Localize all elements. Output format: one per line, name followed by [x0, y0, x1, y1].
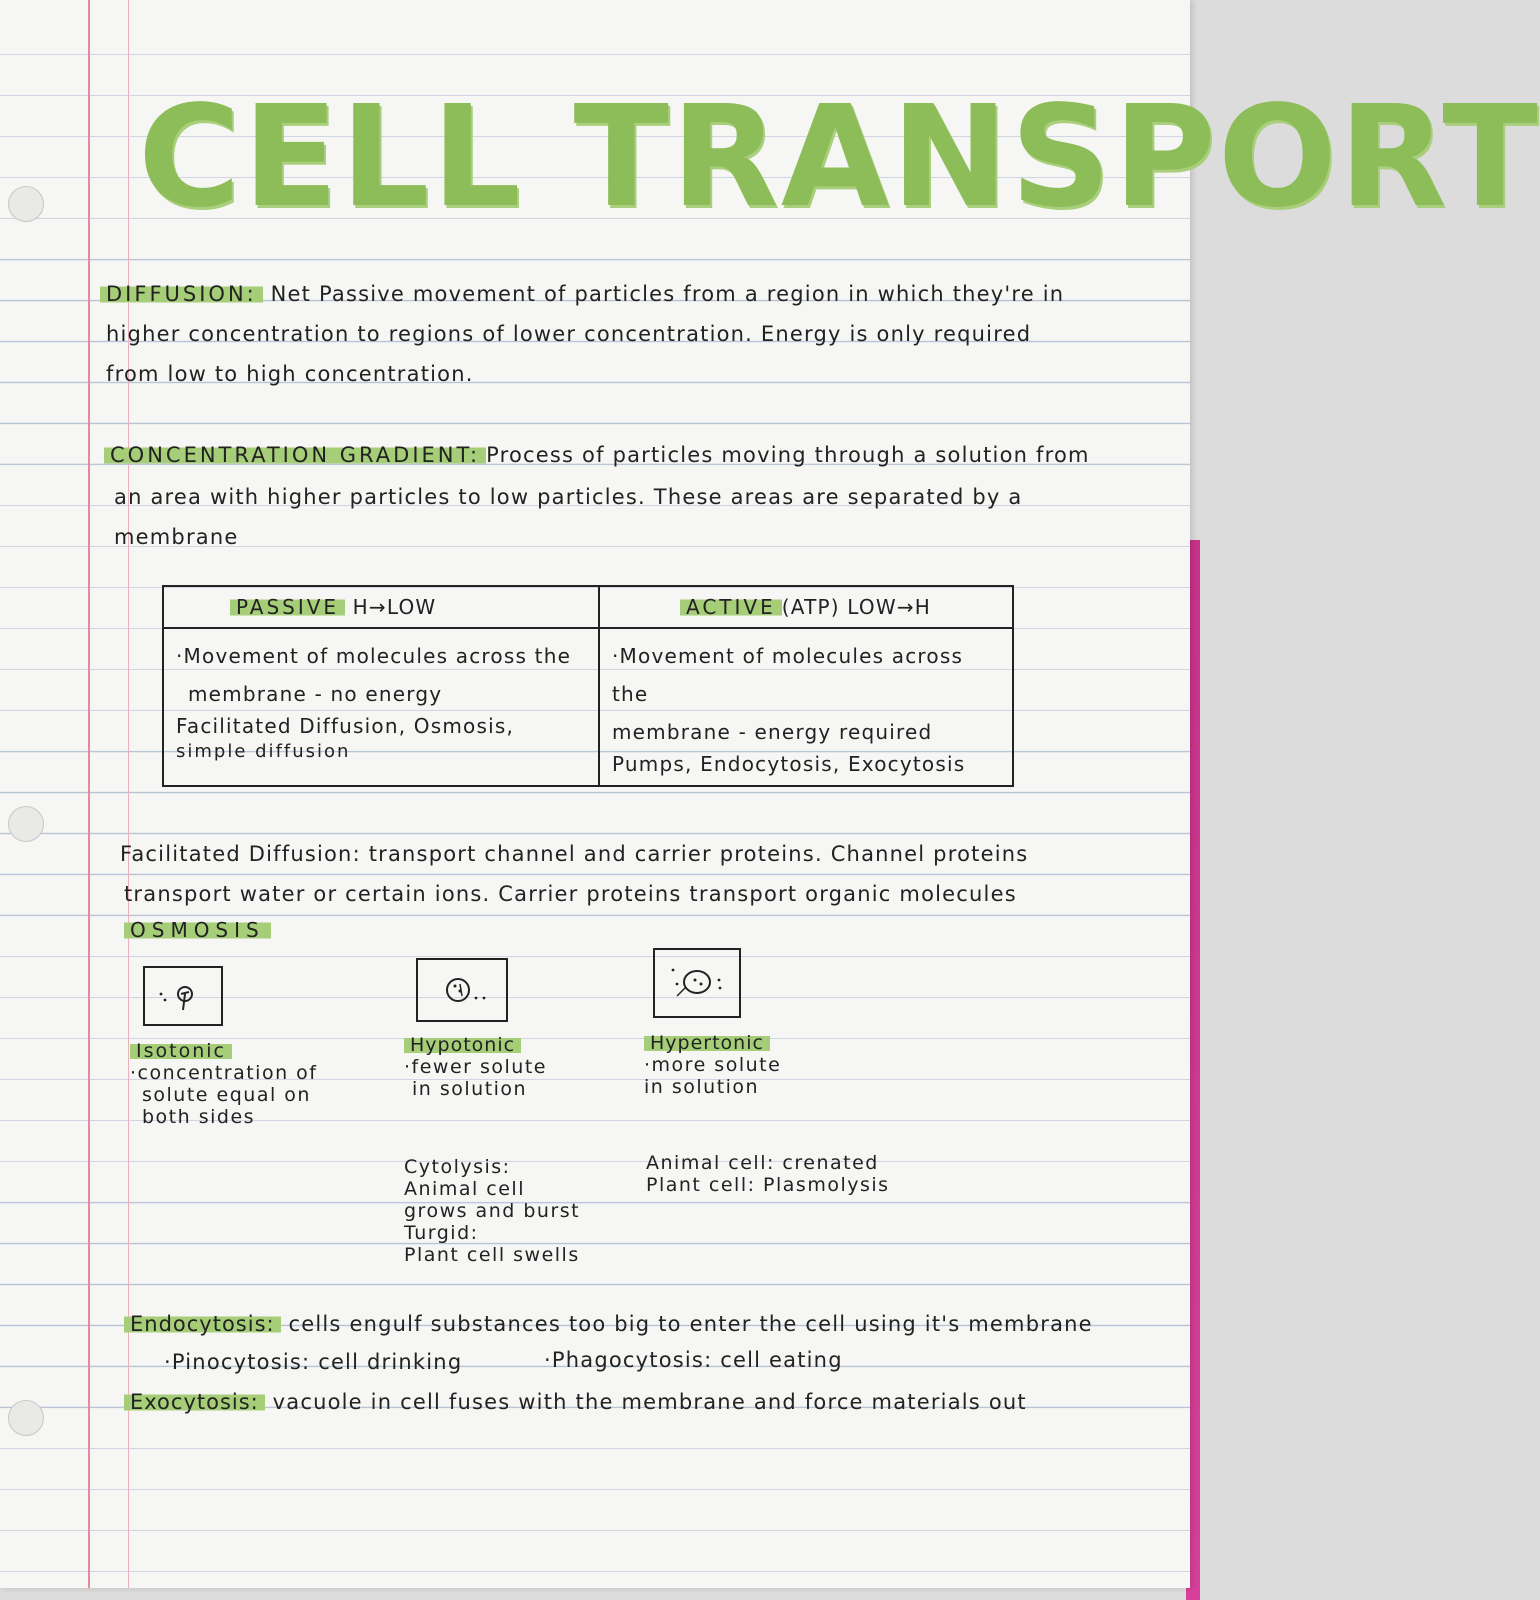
phagocytosis-note: ·Phagocytosis: cell eating [544, 1348, 843, 1372]
passive-heading: PASSIVE [230, 595, 345, 619]
margin-line-secondary [128, 0, 129, 1588]
isotonic-cell-icon [145, 968, 221, 1024]
margin-line [88, 0, 90, 1588]
exocytosis-text: vacuole in cell fuses with the membrane and force materials out [272, 1390, 1027, 1414]
diffusion-line-2: higher concentration to regions of lower concentration. Energy is only required [106, 322, 1032, 346]
binder-hole [8, 806, 44, 842]
hypotonic-line: in solution [412, 1078, 528, 1100]
gradient-line-1 [104, 435, 1090, 475]
page-title: CELL TRANSPORT [138, 76, 1540, 239]
hypotonic-note: Cytolysis: [404, 1156, 511, 1178]
hypertonic-cell-diagram [653, 948, 741, 1018]
facilitated-line-1: Facilitated Diffusion: transport channel and carrier proteins. Channel proteins [120, 842, 1029, 866]
pinocytosis-note: ·Pinocytosis: cell drinking [164, 1350, 463, 1374]
osmosis-heading-line [124, 918, 271, 942]
hypertonic-label: Hypertonic [644, 1032, 770, 1054]
binder-hole [8, 1400, 44, 1436]
diffusion-line-1 [100, 274, 1064, 314]
gradient-term: CONCENTRATION GRADIENT: [104, 443, 486, 467]
hypotonic-cell-icon [418, 960, 506, 1020]
isotonic-line: solute equal on [142, 1084, 311, 1106]
facilitated-line-2: transport water or certain ions. Carrier proteins transport organic molecules [124, 882, 1017, 906]
active-direction: (ATP) LOW→H [781, 595, 932, 619]
exocytosis-line [124, 1382, 1027, 1422]
gradient-line-2: an area with higher particles to low particles. These areas are separated by a [114, 485, 1023, 509]
isotonic-cell-diagram [143, 966, 223, 1026]
binder-hole [8, 186, 44, 222]
hypotonic-label: Hypotonic [404, 1034, 521, 1056]
table-header-row [163, 586, 1013, 628]
hypertonic-line: in solution [644, 1076, 760, 1098]
endocytosis-line [124, 1304, 1093, 1344]
passive-direction: H→LOW [352, 595, 437, 619]
hypotonic-note: Plant cell swells [404, 1244, 580, 1266]
endocytosis-text: cells engulf substances too big to enter the cell using it's membrane [288, 1312, 1093, 1336]
passive-cell [163, 628, 599, 786]
hypotonic-cell-diagram [416, 958, 508, 1022]
gradient-line-3: membrane [114, 525, 239, 549]
table-row [163, 628, 1013, 786]
hypotonic-notes [404, 1156, 580, 1266]
active-header [599, 586, 1013, 628]
hypertonic-note: Animal cell: crenated [646, 1152, 879, 1174]
isotonic-block [130, 1040, 317, 1128]
hypotonic-block [404, 1034, 547, 1100]
hypertonic-cell-icon [655, 950, 739, 1016]
hypertonic-note: Plant cell: Plasmolysis [646, 1174, 890, 1196]
active-cell [599, 628, 1013, 786]
diffusion-text: Net Passive movement of particles from a region in which they're in [270, 282, 1065, 306]
hypotonic-note: Animal cell [404, 1178, 525, 1200]
isotonic-line: both sides [142, 1106, 256, 1128]
hypertonic-block [644, 1032, 781, 1098]
passive-header [163, 586, 599, 628]
hypertonic-notes [646, 1152, 890, 1196]
endocytosis-term: Endocytosis: [124, 1312, 281, 1336]
diffusion-line-3: from low to high concentration. [106, 362, 474, 386]
passive-examples-1: Facilitated Diffusion, Osmosis, [176, 714, 515, 738]
diffusion-term: DIFFUSION: [100, 282, 263, 306]
hypotonic-line: ·fewer solute [404, 1056, 547, 1078]
osmosis-term: OSMOSIS [124, 918, 271, 942]
active-line-1: ·Movement of molecules across the [612, 644, 964, 706]
passive-examples-2: simple diffusion [176, 741, 351, 762]
exocytosis-term: Exocytosis: [124, 1390, 265, 1414]
active-line-2: membrane - energy required [612, 720, 933, 744]
isotonic-label: Isotonic [130, 1040, 232, 1062]
gradient-text: Process of particles moving through a solution from [486, 443, 1090, 467]
hypotonic-note: Turgid: [404, 1222, 479, 1244]
passive-line-2: membrane - no energy [188, 682, 443, 706]
hypotonic-note: grows and burst [404, 1200, 581, 1222]
active-examples: Pumps, Endocytosis, Exocytosis [612, 752, 966, 776]
active-heading: ACTIVE [680, 595, 782, 619]
hypertonic-line: ·more solute [644, 1054, 782, 1076]
passive-line-1: ·Movement of molecules across the [176, 644, 572, 668]
isotonic-line: ·concentration of [130, 1062, 318, 1084]
passive-active-table [162, 585, 1014, 787]
